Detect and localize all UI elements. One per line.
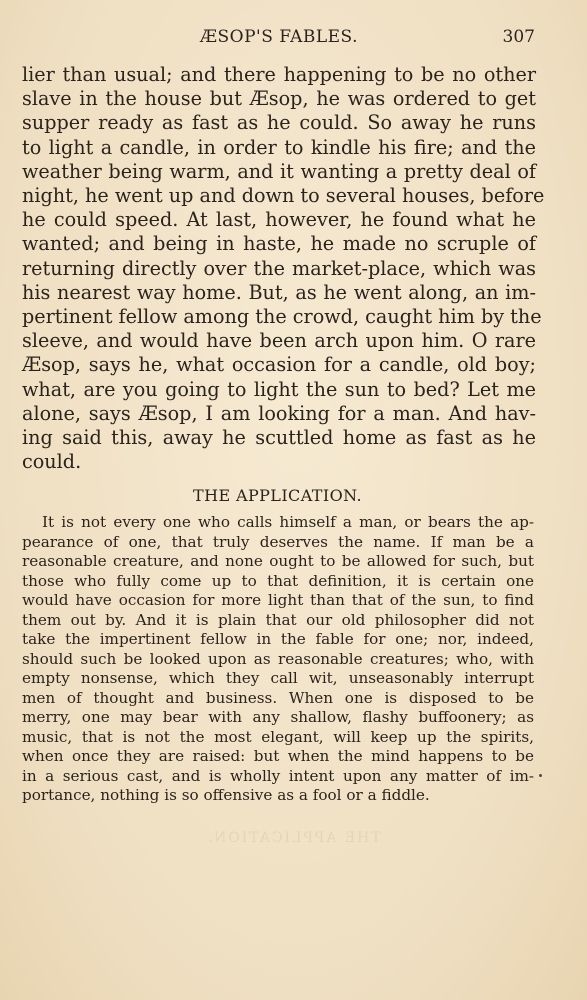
text-line: wanted; and being in haste, he made no scruple of (22, 232, 536, 256)
show-through-text: THE APPLICATION. (206, 830, 381, 846)
text-line: music, that is not the most elegant, will keep up the spirits, (22, 727, 534, 746)
running-header (0, 27, 587, 47)
page-number: 307 (502, 27, 535, 47)
text-line: merry, one may bear with any shallow, flashy buffoonery; as (22, 708, 534, 726)
text-line: would have occasion for more light than that of the sun, to find (22, 591, 534, 609)
application-text (22, 513, 534, 806)
text-line: lier than usual; and there happening to be no other (22, 63, 536, 86)
text-line: night, he went up and down to several houses, before (22, 184, 545, 208)
fable-text (22, 63, 545, 474)
text-line: those who fully come up to that definition, it is certain one (22, 571, 534, 590)
text-line: pearance of one, that truly deserves the name. If man be a (22, 532, 534, 551)
text-line: portance, nothing is so offensive as a fool or a fiddle. (22, 786, 430, 804)
text-line: when once they are raised: but when the mind happens to be (22, 747, 534, 765)
ink-speck (539, 774, 542, 777)
text-line: sleeve, and would have been arch upon him. O rare (22, 329, 536, 353)
section-heading: THE APPLICATION. (193, 486, 362, 505)
text-line: supper ready as fast as he could. So away he runs (22, 111, 536, 135)
text-line: empty nonsense, which they call wit, unseasonably interrupt (22, 669, 534, 687)
running-title: ÆSOP'S FABLES. (200, 27, 358, 47)
text-line: take the impertinent fellow in the fable for one; nor, indeed, (22, 630, 534, 648)
text-line: Æsop, says he, what occasion for a candle, old boy; (22, 353, 536, 377)
text-line: alone, says Æsop, I am looking for a man. And hav- (22, 401, 536, 425)
text-line: could. (22, 450, 82, 474)
text-line: reasonable creature, and none ought to be allowed for such, but (22, 552, 534, 570)
text-line: returning directly over the market-place, which was (22, 256, 536, 280)
text-line: ing said this, away he scuttled home as fast as he (22, 426, 536, 450)
text-line: weather being warm, and it wanting a pretty deal of (22, 159, 536, 183)
text-line: what, are you going to light the sun to bed? Let me (22, 377, 536, 401)
text-line: men of thought and business. When one is disposed to be (22, 688, 534, 707)
text-line: in a serious cast, and is wholly intent upon any matter of im- (22, 766, 534, 785)
text-line: his nearest way home. But, as he went along, an im- (22, 280, 536, 304)
text-line: to light a candle, in order to kindle his fire; and the (22, 135, 536, 159)
text-line: pertinent fellow among the crowd, caught him by the (22, 305, 542, 329)
text-line: should such be looked upon as reasonable creatures; who, with (22, 649, 534, 668)
text-line: It is not every one who calls himself a man, or bears the ap- (42, 513, 534, 531)
text-line: he could speed. At last, however, he found what he (22, 208, 536, 232)
text-line: them out by. And it is plain that our old philosopher did not (22, 610, 534, 629)
text-line: slave in the house but Æsop, he was ordered to get (22, 87, 536, 111)
